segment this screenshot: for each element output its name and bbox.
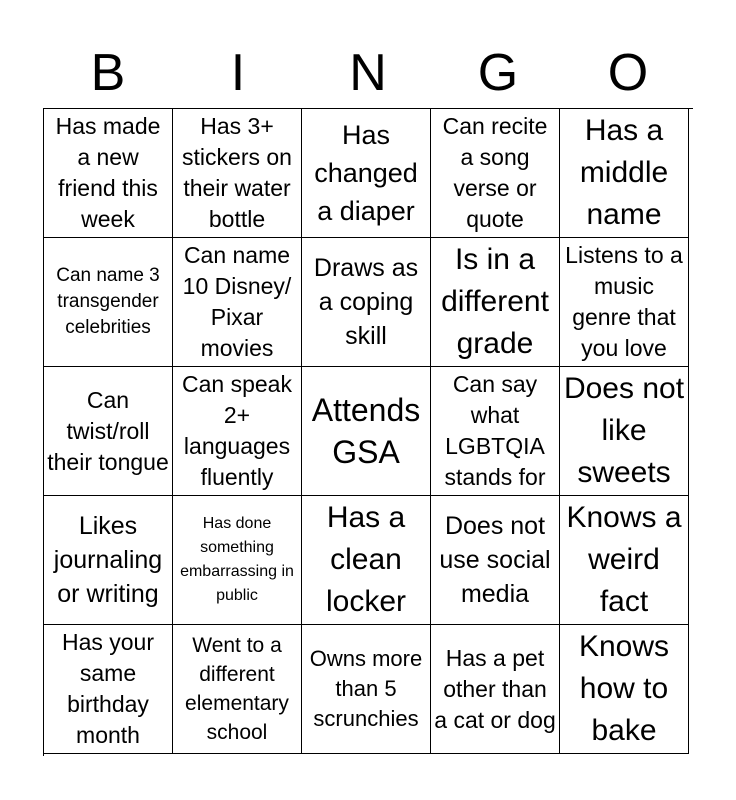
cell-text: Has done something embarrassing in public: [180, 515, 294, 604]
cell-text: Went to a different elementary school: [185, 634, 289, 744]
cell-text: Owns more than 5 scrunchies: [309, 646, 423, 731]
bingo-cell-r3c1[interactable]: [44, 367, 173, 496]
bingo-cell-r5c2[interactable]: [173, 625, 302, 754]
bingo-cell-r3c2[interactable]: [173, 367, 302, 496]
cell-text: Knows a weird fact: [566, 501, 682, 618]
cell-text: Attends GSA: [311, 392, 421, 470]
cell-text: Can speak 2+ languages fluently: [182, 371, 292, 490]
bingo-cell-r3c4[interactable]: [431, 367, 560, 496]
cell-text: Can twist/roll their tongue: [47, 386, 169, 475]
cell-text: Likes journaling or writing: [53, 512, 163, 608]
bingo-cell-r4c5[interactable]: [560, 496, 689, 625]
bingo-cell-r4c2[interactable]: [173, 496, 302, 625]
header-letter-n: N: [349, 44, 387, 102]
cell-text: Has a middle name: [579, 114, 669, 231]
cell-text: Has a pet other than a cat or dog: [434, 644, 556, 733]
cell-text: Can say what LGBTQIA stands for: [444, 371, 546, 490]
header-letter-o: O: [607, 44, 649, 102]
cell-text: Has 3+ stickers on their water bottle: [182, 113, 292, 232]
header-letter-g: G: [477, 44, 519, 102]
cell-text: Knows how to bake: [578, 630, 670, 747]
header-letter-i: I: [230, 44, 246, 102]
cell-text: Has a clean locker: [325, 501, 407, 618]
bingo-cell-r1c1[interactable]: [44, 109, 173, 238]
bingo-header: [43, 38, 693, 108]
bingo-cell-r5c5[interactable]: [560, 625, 689, 754]
bingo-cell-r5c3[interactable]: [302, 625, 431, 754]
cell-text: Does not use social media: [439, 512, 551, 608]
bingo-cell-r2c3[interactable]: [302, 238, 431, 367]
bingo-cell-r1c5[interactable]: [560, 109, 689, 238]
cell-text: Is in a different grade: [441, 243, 549, 360]
bingo-grid: [43, 108, 693, 756]
bingo-cell-r2c1[interactable]: [44, 238, 173, 367]
bingo-cell-r1c4[interactable]: [431, 109, 560, 238]
cell-text: Has your same birthday month: [61, 629, 155, 748]
bingo-cell-r2c5[interactable]: [560, 238, 689, 367]
header-letter-b: B: [90, 44, 126, 102]
cell-text: Draws as a coping skill: [313, 254, 419, 350]
bingo-cell-r2c4[interactable]: [431, 238, 560, 367]
bingo-cell-r5c4[interactable]: [431, 625, 560, 754]
bingo-cell-r4c1[interactable]: [44, 496, 173, 625]
cell-text: Listens to a music genre that you love: [565, 242, 683, 361]
cell-text: Can name 3 transgender celebrities: [56, 265, 160, 338]
bingo-cell-r4c4[interactable]: [431, 496, 560, 625]
bingo-cell-r2c2[interactable]: [173, 238, 302, 367]
cell-text: Has changed a diaper: [314, 120, 418, 226]
cell-text: Can name 10 Disney/ Pixar movies: [182, 242, 292, 361]
bingo-cell-r4c3[interactable]: [302, 496, 431, 625]
cell-text: Has made a new friend this week: [55, 113, 161, 232]
bingo-cell-r5c1[interactable]: [44, 625, 173, 754]
cell-text: Does not like sweets: [563, 372, 685, 489]
bingo-cell-r1c2[interactable]: [173, 109, 302, 238]
bingo-cell-r3c5[interactable]: [560, 367, 689, 496]
cell-text: Can recite a song verse or quote: [442, 113, 548, 232]
bingo-cell-r1c3[interactable]: [302, 109, 431, 238]
bingo-cell-r3c3[interactable]: [302, 367, 431, 496]
